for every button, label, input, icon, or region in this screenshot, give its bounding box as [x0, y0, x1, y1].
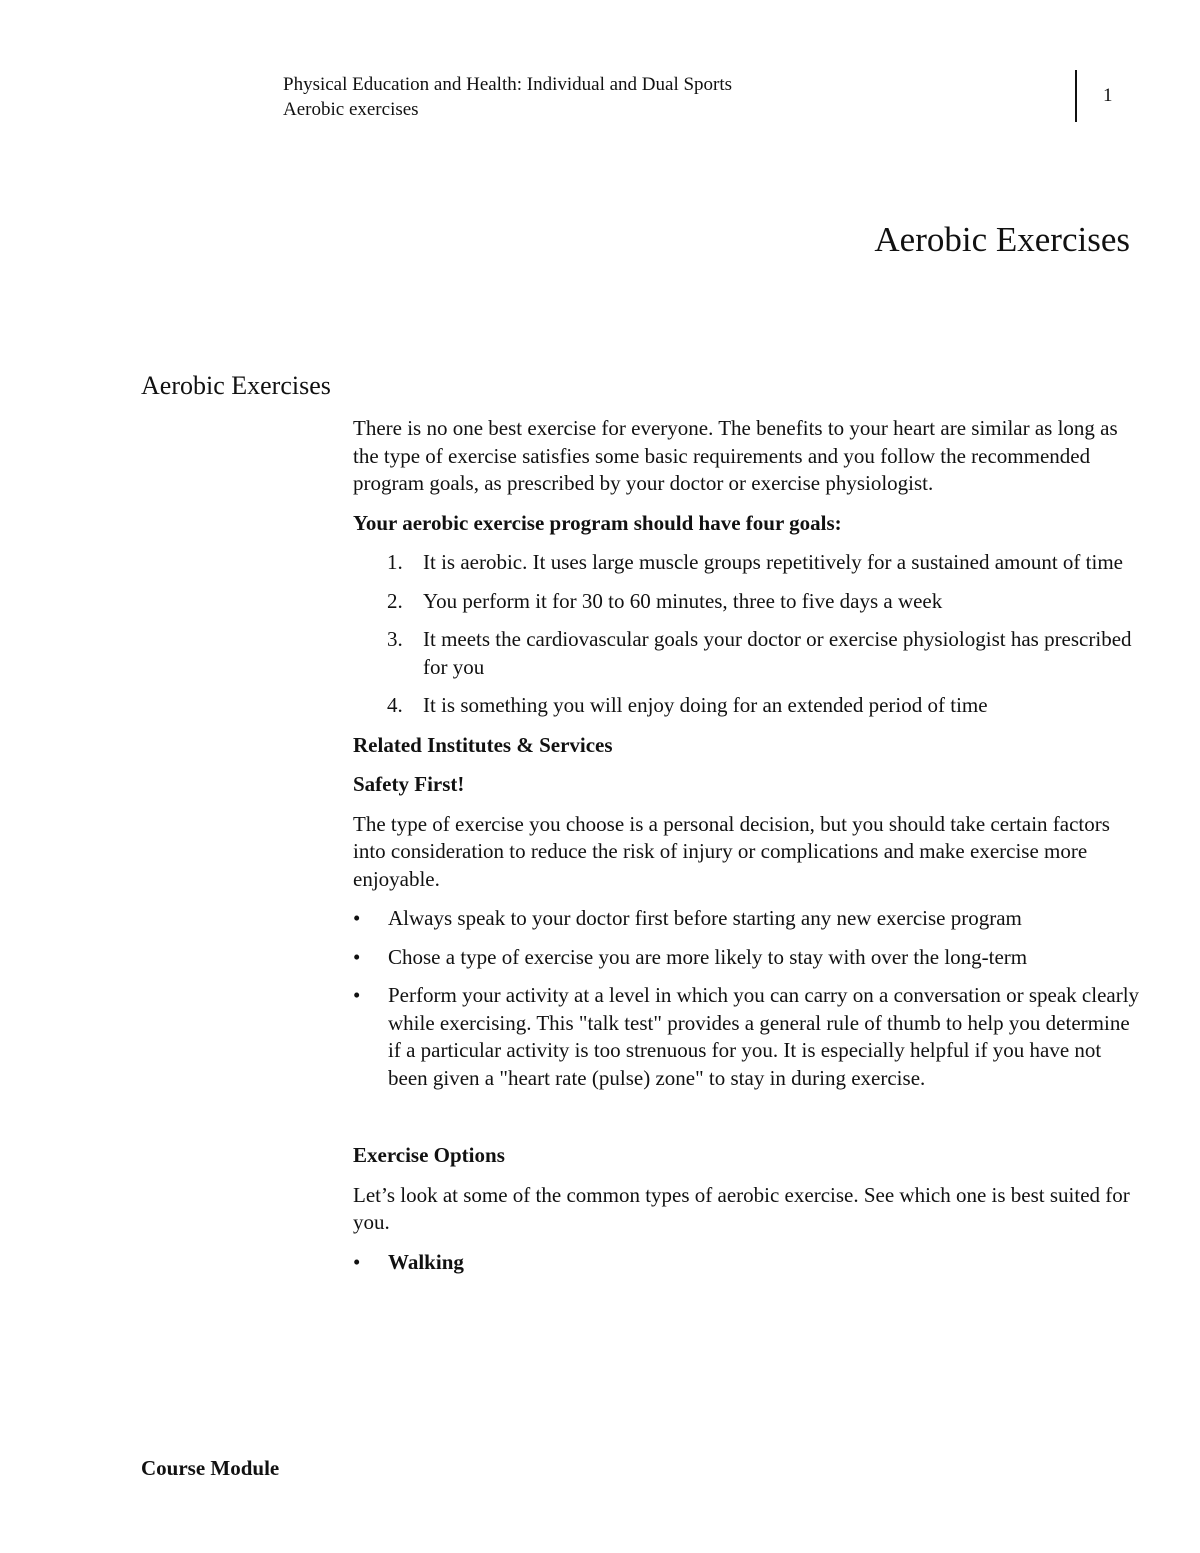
list-item — [353, 549, 1143, 577]
spacer — [353, 1104, 1143, 1142]
list-item — [353, 982, 1143, 1092]
list-item — [353, 905, 1143, 933]
list-number: 2. — [387, 588, 403, 613]
related-heading: Related Institutes & Services — [353, 732, 613, 757]
header-divider — [1075, 70, 1077, 122]
bullet-icon: • — [353, 983, 361, 1007]
list-item — [353, 944, 1143, 972]
bullet-icon: • — [353, 1249, 361, 1274]
list-item-text: Chose a type of exercise you are more likely to stay with over the long-term — [388, 944, 1028, 969]
goals-list — [353, 549, 1143, 720]
page-footer: Course Module — [141, 1456, 280, 1480]
list-item — [353, 626, 1143, 681]
options-bullet-list — [353, 1249, 1143, 1277]
list-number: 1. — [387, 550, 403, 574]
page-number: 1 — [1103, 85, 1113, 106]
header-text — [283, 72, 732, 122]
list-item-text: Always speak to your doctor first before starting any new exercise program — [388, 906, 1022, 930]
options-intro-paragraph: Let’s look at some of the common types of aerobic exercise. See which one is best suited for you. — [353, 1182, 1130, 1234]
bullet-icon: • — [353, 944, 361, 969]
list-item-text: Perform your activity at a level in which you can carry on a conversation or speak clearly while exercising. This "talk test" provides a general rule of thumb to help you determine if a particular activity is too strenuous for you. It is especially helpful if you have not been given a "heart rate (pulse) zone" to stay in during exercise. — [388, 983, 1140, 1090]
list-item — [353, 692, 1143, 720]
options-heading: Exercise Options — [353, 1143, 505, 1167]
list-item — [353, 1249, 1143, 1277]
list-item-text: It is something you will enjoy doing for an extended period of time — [423, 693, 988, 717]
list-number: 3. — [387, 627, 403, 651]
section-heading: Aerobic Exercises — [141, 371, 331, 400]
list-item-text: You perform it for 30 to 60 minutes, three to five days a week — [423, 588, 943, 613]
safety-intro-paragraph: The type of exercise you choose is a personal decision, but you should take certain factors into consideration to reduce the risk of injury or complications and make exercise more enjoyable. — [353, 811, 1110, 891]
header-course-title: Physical Education and Health: Individual and Dual Sports — [283, 74, 733, 95]
list-item-text: It meets the cardiovascular goals your doctor or exercise physiologist has prescribed for you — [423, 627, 1132, 679]
intro-paragraph: There is no one best exercise for everyone. The benefits to your heart are similar as long as the type of exercise satisfies some basic requirements and you follow the recommended program goals, as prescribed by your doctor or exercise physiologist. — [353, 416, 1118, 495]
safety-heading: Safety First! — [353, 772, 465, 796]
goals-heading: Your aerobic exercise program should have four goals: — [353, 510, 842, 535]
list-item — [353, 588, 1143, 616]
main-content — [353, 415, 1143, 1288]
list-item-text: Walking — [388, 1249, 464, 1274]
list-item-text: It is aerobic. It uses large muscle groups repetitively for a sustained amount of time — [423, 550, 1124, 574]
list-number: 4. — [387, 693, 403, 717]
safety-bullet-list — [353, 905, 1143, 1092]
header-topic: Aerobic exercises — [283, 99, 419, 120]
page-title: Aerobic Exercises — [874, 220, 1130, 259]
bullet-icon: • — [353, 906, 361, 930]
